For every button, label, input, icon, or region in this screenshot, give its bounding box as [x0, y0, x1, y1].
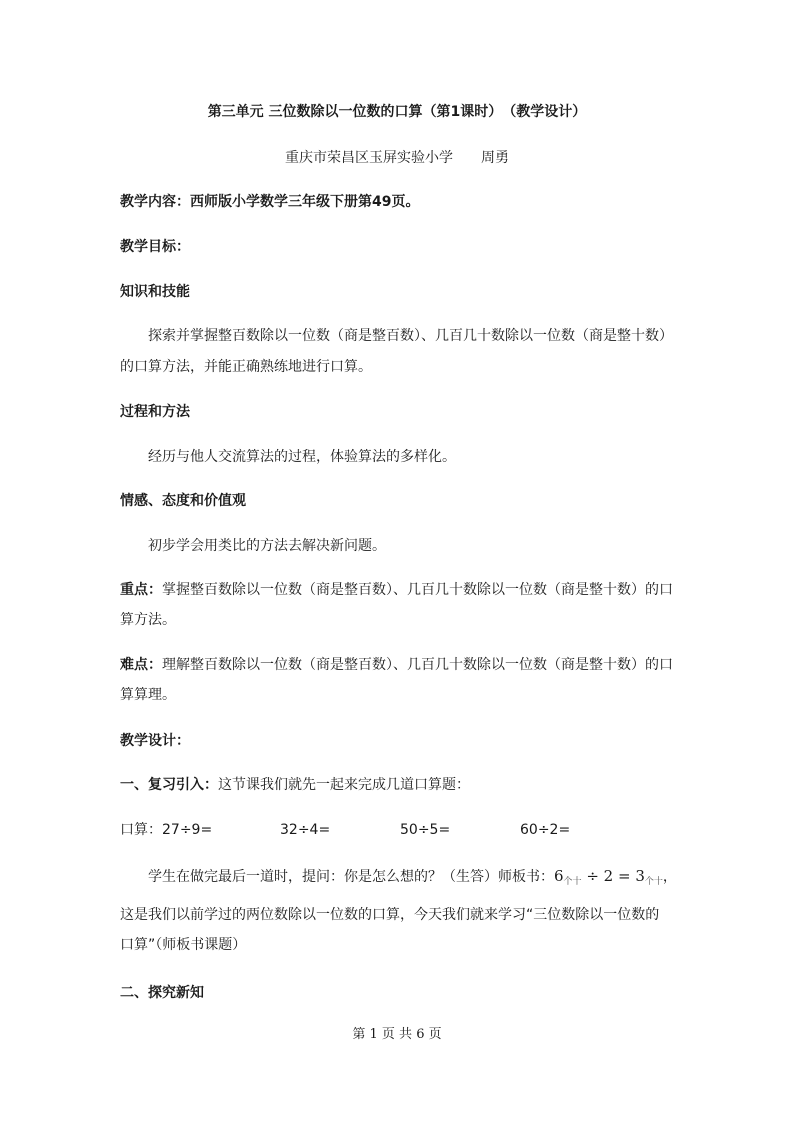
mental-math-row	[120, 820, 680, 840]
teaching-content-label: 教学内容：	[120, 194, 190, 210]
document-title: 第三单元 三位数除以一位数的口算（第1课时） （教学设计）	[207, 104, 587, 120]
author-name: 周勇	[481, 150, 509, 166]
mental-math-label: 口算：	[120, 822, 162, 838]
review-line	[120, 775, 470, 795]
emotion-heading: 情感、态度和价值观	[120, 493, 246, 509]
goals-heading: 教学目标：	[120, 239, 190, 255]
key-point-text: 掌握整百数除以一位数（商是整百数）、几百几十数除以一位数（商是整十数）的口	[162, 582, 673, 598]
process-line-1: 经历与他人交流算法的过程，体验算法的多样化。	[148, 449, 456, 465]
mental-math-item: 60÷2=	[520, 822, 571, 838]
knowledge-line-2: 的口算方法，并能正确熟练地进行口算。	[120, 359, 372, 375]
board-line-3: 口算”（师板书课题）	[120, 937, 247, 953]
review-label: 一、复习引入：	[120, 777, 218, 793]
knowledge-heading: 知识和技能	[120, 284, 190, 300]
page-footer: 第 1 页 共 6 页	[352, 1027, 442, 1042]
knowledge-line-1: 探索并掌握整百数除以一位数（商是整百数）、几百几十数除以一位数（商是整十数）	[148, 328, 673, 344]
explore-heading: 二、探究新知	[120, 985, 204, 1001]
process-heading: 过程和方法	[120, 404, 190, 420]
key-point-line-1	[120, 580, 673, 600]
board-line-1: 学生在做完最后一道时，提问：你是怎么想的？（生答）师板书：$6_{个十} \div 2 = 3_{个十}$，	[148, 867, 677, 887]
difficulty-line-1	[120, 655, 673, 675]
board-line-2: 这是我们以前学过的两位数除以一位数的口算，今天我们就来学习“三位数除以一位数的	[120, 907, 660, 923]
mental-math-item: 27÷9=	[162, 822, 213, 838]
emotion-line-1: 初步学会用类比的方法去解决新问题。	[148, 538, 386, 554]
difficulty-line-2: 算算理。	[120, 687, 176, 703]
board-text: 学生在做完最后一道时，提问：你是怎么想的？（生答）师板书：	[148, 869, 554, 885]
teaching-content-text: 西师版小学数学三年级下册第49页。	[190, 194, 420, 210]
board-formula: $6_{个十} \div 2 = 3_{个十}$	[554, 867, 663, 887]
key-point-line-2: 算方法。	[120, 612, 176, 628]
author-line	[0, 148, 794, 168]
key-point-label: 重点：	[120, 582, 162, 598]
difficulty-text: 理解整百数除以一位数（商是整百数）、几百几十数除以一位数（商是整十数）的口	[162, 657, 673, 673]
mental-math-item: 32÷4=	[280, 822, 331, 838]
teaching-content	[120, 192, 419, 212]
design-heading: 教学设计：	[120, 733, 190, 749]
author-school: 重庆市荣昌区玉屏实验小学	[285, 150, 453, 166]
difficulty-label: 难点：	[120, 657, 162, 673]
mental-math-item: 50÷5=	[400, 822, 451, 838]
review-text: 这节课我们就先一起来完成几道口算题：	[218, 777, 470, 793]
